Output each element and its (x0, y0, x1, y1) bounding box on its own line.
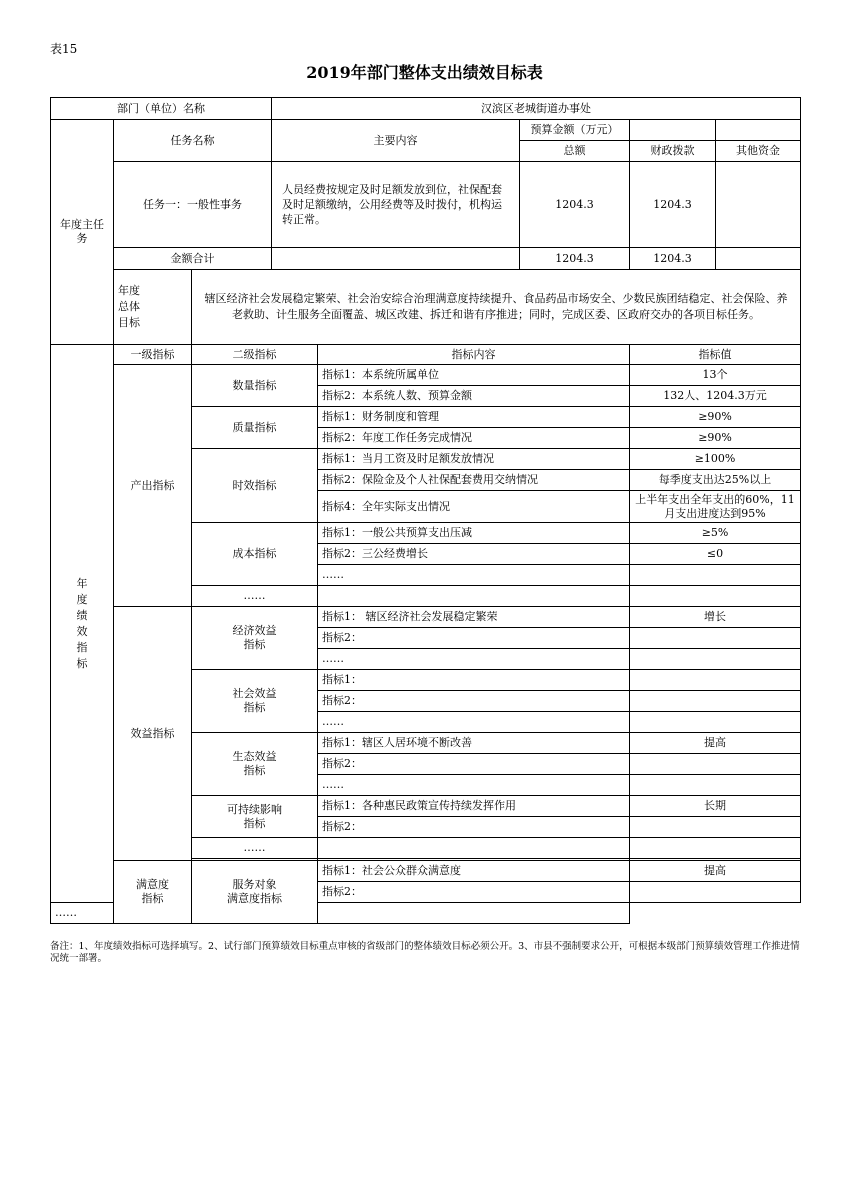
sum-other (716, 248, 801, 270)
empty-cell (630, 754, 801, 775)
t2: 指标2：保险金及个人社保配套费用交纳情况 (318, 470, 630, 491)
t4: 指标4：全年实际支出情况 (318, 491, 630, 523)
qa1-value: ≥90% (630, 407, 801, 428)
empty-cell (630, 817, 801, 838)
social-label: 社会效益 指标 (192, 670, 318, 733)
dept-label-cell: 部门（单位）名称 (51, 98, 272, 120)
q1: 指标1：本系统所属单位 (318, 365, 630, 386)
sa2: 指标2： (318, 882, 630, 903)
table-label: 表15 (50, 42, 78, 56)
budget-header: 预算金额（万元） (520, 120, 630, 141)
s-ellipsis: …… (318, 712, 630, 733)
empty-cell (630, 628, 801, 649)
task-name-header: 任务名称 (114, 120, 272, 162)
e-ellipsis: …… (318, 649, 630, 670)
eco-label: 生态效益 指标 (192, 733, 318, 796)
cost-label: 成本指标 (192, 523, 318, 586)
footnote: 备注：1、年度绩效指标可选择填写。2、试行部门预算绩效目标重点审核的省级部门的整体绩效目标必须公开。3、市县不强制要求公开，可根据本级部门预算绩效管理工作推进情况统一部署。 (50, 941, 800, 964)
qa2-value: ≥90% (630, 428, 801, 449)
task1-fiscal: 1204.3 (630, 162, 716, 248)
sa-ellipsis: …… (51, 903, 192, 924)
quality-label: 质量指标 (192, 407, 318, 449)
output-label: 产出指标 (114, 365, 192, 607)
empty-cell (630, 670, 801, 691)
sa1-value: 提高 (630, 861, 801, 882)
c2: 指标2：三公经费增长 (318, 544, 630, 565)
task1-other (716, 162, 801, 248)
main-content-header: 主要内容 (272, 120, 520, 162)
qa1: 指标1：财务制度和管理 (318, 407, 630, 428)
task1-name: 任务一：一般性事务 (114, 162, 272, 248)
total-header: 总额 (520, 141, 630, 162)
q1-value: 13个 (630, 365, 801, 386)
page-title: 2019年部门整体支出绩效目标表 (306, 63, 543, 82)
e2: 指标2： (318, 628, 630, 649)
empty-cell (630, 691, 801, 712)
empty-cell (630, 120, 716, 141)
task1-content: 人员经费按规定及时足额发放到位，社保配套及时足额缴纳，公用经费等及时拨付，机构运转正常。 (272, 162, 520, 248)
sum-total: 1204.3 (520, 248, 630, 270)
q2: 指标2：本系统人数、预算金额 (318, 386, 630, 407)
empty-cell (630, 775, 801, 796)
empty-cell (716, 120, 801, 141)
qa2: 指标2：年度工作任务完成情况 (318, 428, 630, 449)
task1-total: 1204.3 (520, 162, 630, 248)
empty-cell (630, 882, 801, 903)
empty-cell (630, 649, 801, 670)
level1-header: 一级指标 (114, 345, 192, 365)
su1-value: 长期 (630, 796, 801, 817)
s1: 指标1： (318, 670, 630, 691)
t4-value: 上半年支出全年支出的60%，11月支出进度达到95% (630, 491, 801, 523)
empty-cell (272, 248, 520, 270)
g1-value: 提高 (630, 733, 801, 754)
su2: 指标2： (318, 817, 630, 838)
g-ellipsis: …… (318, 775, 630, 796)
satis-label: 满意度 指标 (114, 861, 192, 924)
s2: 指标2： (318, 691, 630, 712)
time-label: 时效指标 (192, 449, 318, 523)
empty-cell (630, 586, 801, 607)
e1-value: 增长 (630, 607, 801, 628)
benefit-label: 效益指标 (114, 607, 192, 861)
goal-label: 年度 总体 目标 (114, 270, 192, 345)
empty-cell (318, 838, 630, 859)
t1: 指标1：当月工资及时足额发放情况 (318, 449, 630, 470)
sa1: 指标1：社会公众群众满意度 (318, 861, 630, 882)
other-header: 其他资金 (716, 141, 801, 162)
t2-value: 每季度支出达25%以上 (630, 470, 801, 491)
q2-value: 132人、1204.3万元 (630, 386, 801, 407)
empty-cell (630, 712, 801, 733)
perf-label-text: 年度绩效指标 (76, 576, 88, 670)
fiscal-header: 财政拨款 (630, 141, 716, 162)
annual-task-label (51, 120, 114, 345)
empty-cell (318, 586, 630, 607)
c-ellipsis: …… (318, 565, 630, 586)
quantity-label: 数量指标 (192, 365, 318, 407)
c1: 指标1：一般公共预算支出压减 (318, 523, 630, 544)
sust-label: 可持续影响 指标 (192, 796, 318, 838)
econ-label: 经济效益 指标 (192, 607, 318, 670)
benefit-ellipsis: …… (192, 838, 318, 859)
sum-label: 金额合计 (114, 248, 272, 270)
value-header: 指标值 (630, 345, 801, 365)
t1-value: ≥100% (630, 449, 801, 470)
perf-label (51, 345, 114, 903)
c2-value: ≤0 (630, 544, 801, 565)
g1: 指标1：辖区人居环境不断改善 (318, 733, 630, 754)
dept-value-cell: 汉滨区老城街道办事处 (272, 98, 801, 120)
su1: 指标1：各种惠民政策宣传持续发挥作用 (318, 796, 630, 817)
output-ellipsis: …… (192, 586, 318, 607)
c1-value: ≥5% (630, 523, 801, 544)
content-header: 指标内容 (318, 345, 630, 365)
performance-table (50, 97, 801, 924)
empty-cell (630, 838, 801, 859)
e1: 指标1： 辖区经济社会发展稳定繁荣 (318, 607, 630, 628)
empty-cell (630, 565, 801, 586)
service-label: 服务对象 满意度指标 (192, 861, 318, 924)
empty-cell (318, 903, 630, 924)
sum-fiscal: 1204.3 (630, 248, 716, 270)
level2-header: 二级指标 (192, 345, 318, 365)
g2: 指标2： (318, 754, 630, 775)
goal-text: 辖区经济社会发展稳定繁荣、社会治安综合治理满意度持续提升、食品药品市场安全、少数民族团结稳定、社会保险、养老救助、计生服务全面覆盖、城区改建、拆迁和谐有序推进；同时，完成区委、区政府交办的各项目标任务。 (192, 270, 801, 345)
annual-task-label-text: 年度主任务 (60, 218, 104, 245)
